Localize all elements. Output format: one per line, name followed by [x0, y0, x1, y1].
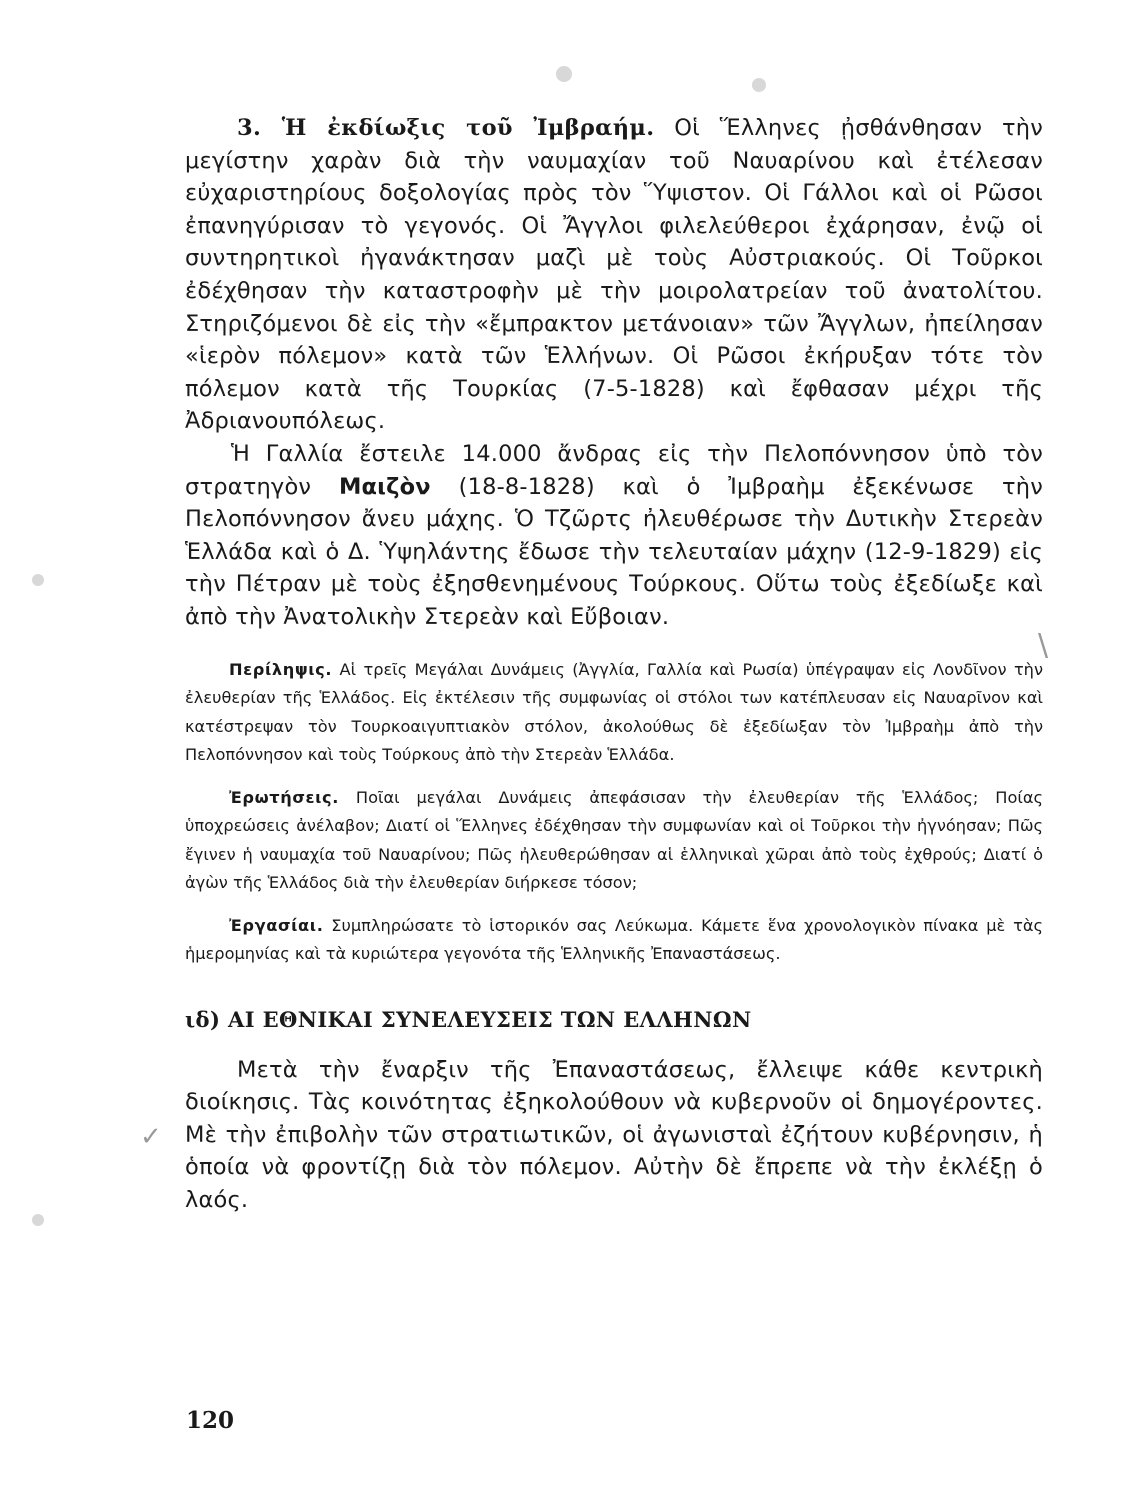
scan-dot	[556, 66, 572, 82]
summary-paragraph	[185, 656, 1043, 770]
scan-dot	[752, 78, 766, 92]
page-number: 120	[186, 1407, 235, 1434]
section-3-text-2-start: Ἡ Γαλλία ἔστειλε 14.000 ἄνδρας εἰς τὴν Πελοπόννησον ὑπὸ τὸν στρατηγὸν	[185, 440, 1043, 500]
scan-dot	[32, 574, 44, 586]
tasks-paragraph	[185, 912, 1043, 969]
section-3-text-1: Οἱ Ἕλληνες ᾐσθάνθησαν τὴν μεγίστην χαρὰν διὰ τὴν ναυμαχίαν τοῦ Ναυαρίνου καὶ ἐτέλεσαν εὐχαριστηρίους δοξολογίας πρὸς τὸν Ὕψιστον. Οἱ Γάλλοι καὶ οἱ Ρῶσοι ἐπανηγύρισαν τὸ γεγονός. Οἱ Ἄγγλοι φιλελεύθεροι ἐχάρησαν, ἐνῷ οἱ συντηρητικοὶ ἠγανάκτησαν μαζὶ μὲ τοὺς Αὐστριακούς. Οἱ Τοῦρκοι ἐδέχθησαν τὴν καταστροφὴν μὲ τὴν μοιρολατρείαν τοῦ ἀνατολίτου. Στηριζόμενοι δὲ εἰς τὴν «ἔμπρακτον μετάνοιαν» τῶν Ἄγγλων, ἠπείλησαν «ἱερὸν πόλεμον» κατὰ τῶν Ἑλλήνων. Οἱ Ρῶσοι ἐκήρυξαν τότε τὸν πόλεμον κατὰ τῆς Τουρκίας (7-5-1828) καὶ ἔφθασαν μέχρι τῆς Ἀδριανουπόλεως.	[185, 115, 1043, 435]
section-3-paragraph-1	[185, 112, 1043, 438]
pencil-mark: ✓	[140, 1122, 162, 1152]
tasks-text: Συμπληρώσατε τὸ ἱστορικόν σας Λεύκωμα. Κάμετε ἕνα χρονολογικὸν πίνακα μὲ τὰς ἡμερομηνίας καὶ τὰ κυριώτερα γεγονότα τῆς Ἑλληνικῆς Ἐπαναστάσεως.	[185, 915, 1044, 963]
section-id-title: ιδ) ΑΙ ΕΘΝΙΚΑΙ ΣΥΝΕΛΕΥΣΕΙΣ ΤΩΝ ΕΛΛΗΝΩΝ	[185, 1006, 752, 1032]
tasks-label: Ἐργασίαι.	[229, 915, 324, 935]
pencil-mark: \	[1038, 628, 1049, 663]
section-3-paragraph-2	[185, 438, 1043, 634]
section-3-heading: 3. Ἡ ἐκδίωξις τοῦ Ἰμβραήμ.	[237, 115, 655, 141]
section-id-paragraph: Μετὰ τὴν ἔναρξιν τῆς Ἐπαναστάσεως, ἔλλειψε κάθε κεντρικὴ διοίκησις. Τὰς κοινότητας ἐξηκολούθουν νὰ κυβερνοῦν οἱ δημογέροντες. Μὲ τὴν ἐπιβολὴν τῶν στρατιωτικῶν, οἱ ἀγωνισταὶ ἐζήτουν κυβέρνησιν, ἡ ὁποία νὰ φροντίζῃ διὰ τὸν πόλεμον. Αὐτὴν δὲ ἔπρεπε νὰ τὴν ἐκλέξῃ ὁ λαός.	[185, 1056, 1043, 1213]
maison-name: Μαιζὸν	[338, 473, 431, 500]
questions-paragraph	[185, 784, 1043, 898]
scan-dot	[32, 1214, 44, 1226]
questions-label: Ἐρωτήσεις.	[229, 787, 339, 807]
page-content	[185, 112, 1043, 1216]
summary-label: Περίληψις.	[229, 659, 333, 679]
questions-text: Ποῖαι μεγάλαι Δυνάμεις ἀπεφάσισαν τὴν ἐλευθερίαν τῆς Ἑλλάδος; Ποίας ὑποχρεώσεις ἀνέλαβον; Διατί οἱ Ἕλληνες ἐδέχθησαν τὴν συμφωνίαν καὶ οἱ Τοῦρκοι τὴν ἠγνόησαν; Πῶς ἔγινεν ἡ ναυμαχία τοῦ Ναυαρίνου; Πῶς ἠλευθερώθησαν αἱ ἑλληνικαὶ χῶραι ἀπὸ τοὺς ἐχθρούς; Διατί ὁ ἀγὼν τῆς Ἑλλάδος διὰ τὴν ἐλευθερίαν διήρκεσε τόσον;	[185, 787, 1043, 892]
section-3-text-2-end: (18-8-1828) καὶ ὁ Ἰμβραὴμ ἐξεκένωσε τὴν Πελοπόννησον ἄνευ μάχης. Ὁ Τζῶρτς ἠλευθέρωσε τὴν Δυτικὴν Στερεὰν Ἑλλάδα καὶ ὁ Δ. Ὑψηλάντης ἔδωσε τὴν τελευταίαν μάχην (12-9-1829) εἰς τὴν Πέτραν μὲ τοὺς ἐξησθενημένους Τούρκους. Οὕτω τοὺς ἐξεδίωξε καὶ ἀπὸ τὴν Ἀνατολικὴν Στερεὰν καὶ Εὔβοιαν.	[185, 473, 1043, 630]
summary-text: Αἱ τρεῖς Μεγάλαι Δυνάμεις (Ἀγγλία, Γαλλία καὶ Ρωσία) ὑπέγραψαν εἰς Λονδῖνον τὴν ἐλευθερίαν τῆς Ἑλλάδος. Εἰς ἐκτέλεσιν τῆς συμφωνίας οἱ στόλοι των κατέπλευσαν εἰς Ναυαρῖνον καὶ κατέστρεψαν τὸν Τουρκοαιγυπτιακὸν στόλον, ἀκολούθως δὲ ἐξεδίωξαν τὸν Ἰμβραὴμ ἀπὸ τὴν Πελοπόννησον καὶ τοὺς Τούρκους ἀπὸ τὴν Στερεὰν Ἑλλάδα.	[185, 659, 1043, 764]
